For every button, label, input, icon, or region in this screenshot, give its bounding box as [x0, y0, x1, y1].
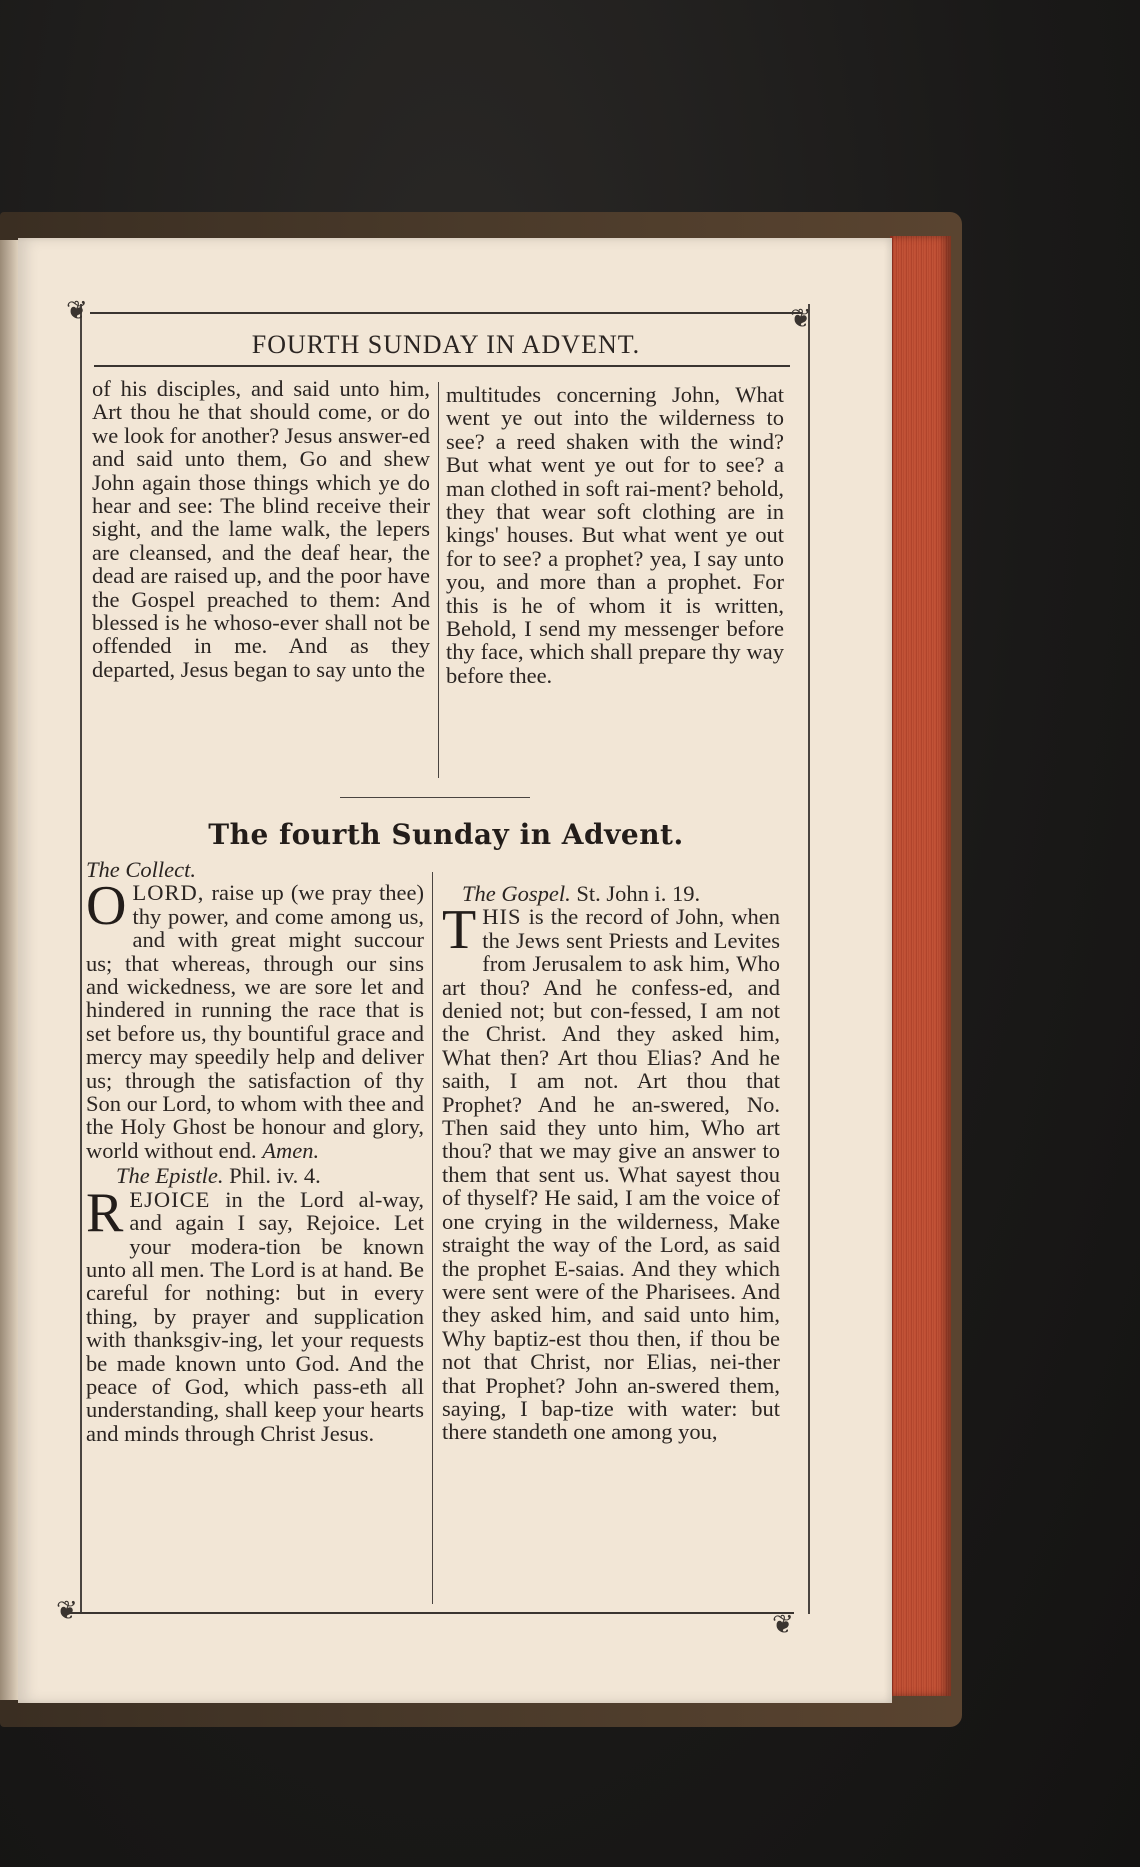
collect-text: raise up (we pray thee) thy power, and come among us, and with great might succour us; that whereas, through our sins and wickedness, we are sore let and hindered in running the race that is set before us, thy bountiful grace and mercy may speedily help and deliver us; through the satisfaction of thy Son our Lord, to whom with thee and the Holy Ghost be honour and glory, world without end. — [86, 880, 424, 1163]
ornament-top-left-icon: ❦ — [66, 296, 88, 326]
top-right-column — [446, 383, 784, 687]
collect-amen: Amen. — [262, 1137, 320, 1163]
running-head: FOURTH SUNDAY IN ADVENT. — [251, 330, 641, 359]
epistle-reference: Phil. iv. 4. — [229, 1163, 321, 1189]
ornament-top-right-icon: ❦ — [790, 304, 812, 334]
top-column-divider — [438, 382, 439, 778]
gospel-heading-line — [442, 882, 780, 905]
collect-paragraph — [86, 875, 424, 1163]
gospel-dropcap: T — [442, 899, 477, 962]
top-rule — [90, 312, 802, 314]
gospel-reference: St. John i. 19. — [576, 881, 701, 906]
epistle-heading-line — [86, 1164, 424, 1187]
epistle-heading: The Epistle. — [116, 1163, 224, 1189]
gospel-column — [442, 882, 780, 1444]
epistle-lead: EJOICE — [129, 1186, 211, 1212]
top-right-text: multitudes concerning John, What went ye out into the wilderness to see? a reed shaken with the wind? But what went ye out for to see? a man clothed in soft rai-ment? behold, they that wear soft clothing are in kings' houses. But what went ye out for to see? a prophet? yea, I say unto you, and more than a prophet. For this is he of whom it is written, Behold, I send my messenger before thy face, which shall prepare thy way before thee. — [446, 382, 784, 688]
bottom-column-divider — [432, 872, 433, 1604]
facing-page-edge — [0, 240, 20, 1700]
gospel-heading: The Gospel. — [462, 881, 571, 906]
gospel-lead: HIS — [482, 904, 522, 930]
ornament-bottom-left-icon: ❦ — [56, 1596, 78, 1626]
epistle-text: in the Lord al-way, and again I say, Rejoice. Let your modera-tion be known unto all men. The Lord is at hand. Be careful for nothing: but in every thing, by prayer and supplication with thanksgiv-ing, let your requests be made known unto God. And the peace of God, which pass-eth all understanding, shall keep your hearts and minds through Christ Jesus. — [86, 1186, 424, 1446]
gospel-text: is the record of John, when the Jews sent Priests and Levites from Jerusalem to ask him, Who art thou? And he confess-ed, and denied not; but con-fessed, I am not the Christ. And they asked him, What then? Art thou Elias? And he saith, I am not. Art thou that Prophet? And he an-swered, No. Then said they unto him, Who art thou? that we may give an answer to them that sent us. What sayest thou of thyself? He said, I am the voice of one crying in the wilderness, Make straight the way of the Lord, as said the prophet E-saias. And they which were sent were of the Pharisees. And they asked him, and said unto him, Why baptiz-est thou then, if thou be not that Christ, nor Elias, nei-ther that Prophet? John an-swered them, saying, I bap-tize with water: but there standeth one among you, — [442, 904, 780, 1445]
top-left-column — [92, 377, 430, 681]
top-left-text: of his disciples, and said unto him, Art thou he that should come, or do we look for another? Jesus answer-ed and said unto them, Go and shew John again those things which ye do hear and see: The blind receive their sight, and the lame walk, the lepers are cleansed, and the deaf hear, the dead are raised up, and the poor have the Gospel preached to them: And blessed is he whoso-ever shall not be offended in me. And as they departed, Jesus began to say unto the — [92, 376, 430, 682]
collect-lead: LORD, — [132, 880, 205, 906]
collect-dropcap: O — [86, 875, 127, 938]
collect-heading: The Collect. — [86, 857, 196, 882]
bottom-rule — [70, 1612, 794, 1614]
epistle-dropcap: R — [86, 1181, 124, 1244]
gospel-paragraph — [442, 899, 780, 1445]
epistle-paragraph — [86, 1181, 424, 1446]
collect-epistle-column — [86, 858, 424, 1445]
running-head-rule — [94, 365, 790, 367]
section-title: The fourth Sunday in Advent. — [208, 818, 684, 851]
section-separator — [340, 797, 530, 798]
page-edges — [890, 236, 951, 1696]
ornament-bottom-right-icon: ❦ — [772, 1610, 794, 1640]
